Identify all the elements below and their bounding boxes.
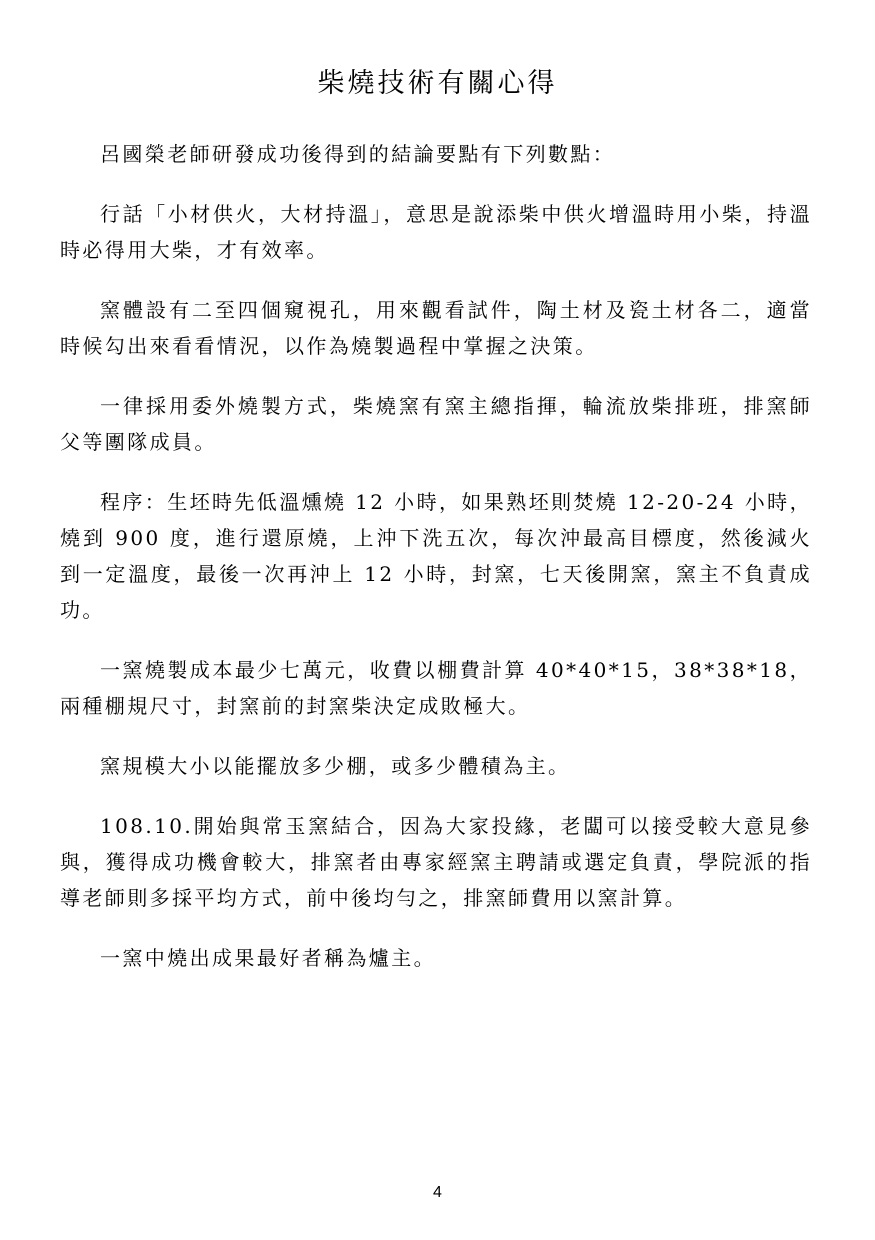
paragraph-partnership: 108.10.開始與常玉窯結合，因為大家投緣，老闆可以接受較大意見參與，獲得成功機會較大，排窯者由專家經窯主聘請或選定負責，學院派的指導老師則多採平均方式，前中後均勻之，排窯師費用以窯計算。 — [60, 814, 812, 910]
document-body — [60, 136, 812, 1000]
paragraph-outsourcing: 一律採用委外燒製方式，柴燒窯有窯主總指揮，輪流放柴排班，排窯師父等團隊成員。 — [60, 394, 812, 454]
paragraph-peepholes: 窯體設有二至四個窺視孔，用來觀看試件，陶土材及瓷土材各二，適當時候勾出來看看情況，以作為燒製過程中掌握之決策。 — [60, 298, 812, 358]
paragraph-fuel-saying: 行話「小材供火，大材持溫」，意思是說添柴中供火增溫時用小柴，持溫時必得用大柴，才有效率。 — [60, 202, 812, 262]
paragraph-cost: 一窯燒製成本最少七萬元，收費以棚費計算 40*40*15，38*38*18，兩種棚規尺寸，封窯前的封窯柴決定成敗極大。 — [60, 658, 812, 718]
paragraph-intro: 呂國榮老師研發成功後得到的結論要點有下列數點： — [100, 142, 616, 166]
page-number: 4 — [433, 1184, 442, 1201]
paragraph-kiln-scale: 窯規模大小以能擺放多少棚，或多少體積為主。 — [100, 754, 571, 778]
paragraph-procedure: 程序：生坯時先低溫燻燒 12 小時，如果熟坯則焚燒 12-20-24 小時，燒到 900 度，進行還原燒，上沖下洗五次，每次沖最高目標度，然後減火到一定溫度，最後一次再沖上 12 小時，封窯，七天後開窯，窯主不負責成功。 — [60, 490, 812, 622]
page-title: 柴燒技術有關心得 — [317, 68, 558, 99]
paragraph-kiln-master: 一窯中燒出成果最好者稱為爐主。 — [100, 946, 436, 970]
